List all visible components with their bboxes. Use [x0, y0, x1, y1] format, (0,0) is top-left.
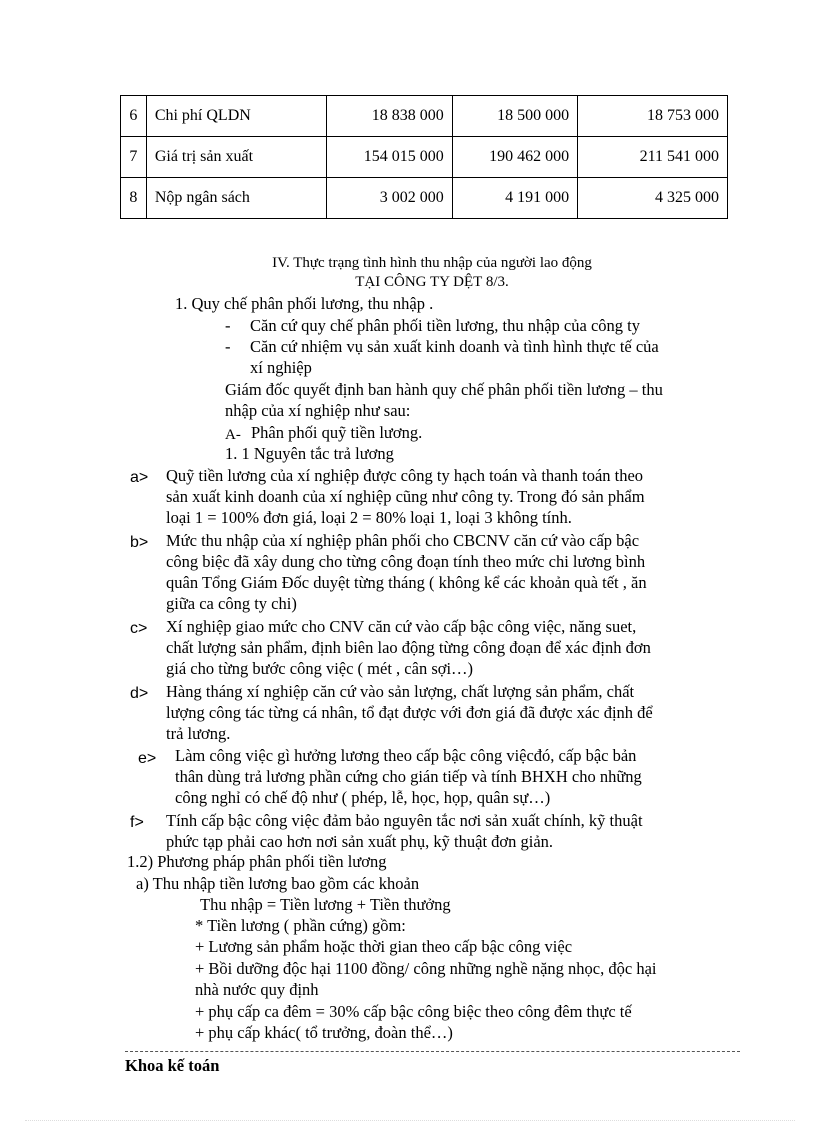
bullet-dash: -: [225, 337, 231, 356]
row-name: Giá trị sản xuất: [146, 137, 327, 178]
plus-2-line2: nhà nước quy định: [195, 980, 319, 999]
row-name: Chi phí QLDN: [146, 96, 327, 137]
plus-3: + phụ cấp ca đêm = 30% cấp bậc công biệc theo công đêm thực tế: [195, 1002, 632, 1021]
table-row: [121, 137, 728, 178]
section-heading-line1: IV. Thực trạng tình hình thu nhập của người lao động: [272, 255, 592, 271]
paragraph-line: phức tạp phải cao hơn nơi sản xuất phụ, kỹ thuật đơn giản.: [166, 832, 554, 851]
method-a: a) Thu nhập tiền lương bao gồm các khoản: [136, 874, 420, 893]
paragraph-line: giữa ca công ty chi): [166, 594, 297, 613]
para-e: [175, 745, 738, 808]
paragraph-line: thân dùng trả lương phần cứng cho gián tiếp và tính BHXH cho những: [175, 767, 642, 786]
paragraph-line: lượng công tác từng cá nhân, tổ đạt được với đơn giá đã được xác định để: [166, 703, 653, 722]
row-value-3: 18 753 000: [578, 96, 728, 137]
paragraph-line: công nghỉ có chế độ như ( phép, lễ, học, họp, quân sự…): [175, 788, 551, 807]
bullet-2-line1: Căn cứ nhiệm vụ sản xuất kinh doanh và tình hình thực tế của: [250, 337, 659, 356]
para-b-label: b>: [130, 534, 149, 551]
sub-a-label: A-: [225, 427, 241, 443]
row-value-3: 4 325 000: [578, 178, 728, 219]
data-table: [120, 95, 728, 219]
item-1-title: 1. Quy chế phân phối lương, thu nhập .: [175, 294, 434, 313]
table-row: [121, 96, 728, 137]
para-a: [166, 465, 738, 528]
formula: Thu nhập = Tiền lương + Tiền thưởng: [200, 895, 451, 914]
paragraph-line: Tính cấp bậc công việc đảm bảo nguyên tắc nơi sản xuất chính, kỹ thuật: [166, 811, 643, 830]
paragraph-line: quân Tổng Giám Đốc duyệt từng tháng ( không kể các khoản quà tết , ăn: [166, 573, 647, 592]
footer-dept: Khoa kế toán: [125, 1056, 220, 1075]
row-number: 7: [121, 137, 147, 178]
paragraph-line: trả lương.: [166, 724, 231, 743]
section-heading-line2: TẠI CÔNG TY DỆT 8/3.: [355, 274, 509, 290]
row-name: Nộp ngân sách: [146, 178, 327, 219]
bullet-2-line2: xí nghiệp: [250, 358, 312, 377]
sub-a-text: Phân phối quỹ tiền lương.: [251, 423, 423, 442]
plus-1: + Lương sản phẩm hoặc thời gian theo cấp bậc công việc: [195, 937, 573, 956]
sub-1-1: 1. 1 Nguyên tắc trả lương: [225, 444, 394, 463]
hard-part: * Tiền lương ( phần cứng) gồm:: [195, 916, 406, 935]
bullet-dash: -: [225, 316, 231, 335]
page-edge-divider: [25, 1120, 795, 1121]
decision-line1: Giám đốc quyết định ban hành quy chế phân phối tiền lương – thu: [225, 380, 663, 399]
para-c-label: c>: [130, 620, 148, 637]
paragraph-line: loại 1 = 100% đơn giá, loại 2 = 80% loại 1, loại 3 không tính.: [166, 508, 572, 527]
row-value-2: 4 191 000: [452, 178, 577, 219]
para-f-label: f>: [130, 814, 144, 831]
plus-2-line1: + Bồi dưỡng độc hại 1100 đồng/ công những nghề nặng nhọc, độc hại: [195, 959, 657, 978]
para-f: [166, 810, 738, 852]
row-value-2: 18 500 000: [452, 96, 577, 137]
row-value-3: 211 541 000: [578, 137, 728, 178]
para-a-label: a>: [130, 469, 149, 486]
paragraph-line: Quỹ tiền lương của xí nghiệp được công ty hạch toán và thanh toán theo: [166, 466, 644, 485]
paragraph-line: sản xuất kinh doanh của xí nghiệp cũng như công ty. Trong đó sản phẩm: [166, 487, 645, 506]
row-value-1: 154 015 000: [327, 137, 452, 178]
paragraph-line: giá cho từng bước công việc ( mét , cân sợi…): [166, 659, 474, 678]
method-heading: 1.2) Phương pháp phân phối tiền lương: [127, 852, 387, 871]
decision-line2: nhập của xí nghiệp như sau:: [225, 401, 411, 420]
paragraph-line: Mức thu nhập của xí nghiệp phân phối cho CBCNV căn cứ vào cấp bậc: [166, 531, 640, 550]
row-value-1: 3 002 000: [327, 178, 452, 219]
row-number: 6: [121, 96, 147, 137]
table-row: [121, 178, 728, 219]
para-d: [166, 681, 738, 744]
para-d-label: d>: [130, 685, 149, 702]
paragraph-line: Xí nghiệp giao mức cho CNV căn cứ vào cấp bậc công việc, năng suet,: [166, 617, 637, 636]
row-number: 8: [121, 178, 147, 219]
paragraph-line: công biệc đã xây dung cho từng công đoạn tính theo mức chi lương bình: [166, 552, 646, 571]
para-e-label: e>: [138, 750, 157, 767]
paragraph-line: chất lượng sản phẩm, định biên lao động từng công đoạn để xác định đơn: [166, 638, 651, 657]
paragraph-line: Làm công việc gì hưởng lương theo cấp bậc công việcđó, cấp bậc bản: [175, 746, 637, 765]
footer-divider: [125, 1051, 740, 1052]
para-b: [166, 530, 738, 614]
plus-4: + phụ cấp khác( tổ trưởng, đoàn thể…): [195, 1023, 453, 1042]
row-value-1: 18 838 000: [327, 96, 452, 137]
paragraph-line: Hàng tháng xí nghiệp căn cứ vào sản lượng, chất lượng sản phẩm, chất: [166, 682, 635, 701]
bullet-1: Căn cứ quy chế phân phối tiền lương, thu nhập của công ty: [250, 316, 640, 335]
para-c: [166, 616, 738, 679]
row-value-2: 190 462 000: [452, 137, 577, 178]
